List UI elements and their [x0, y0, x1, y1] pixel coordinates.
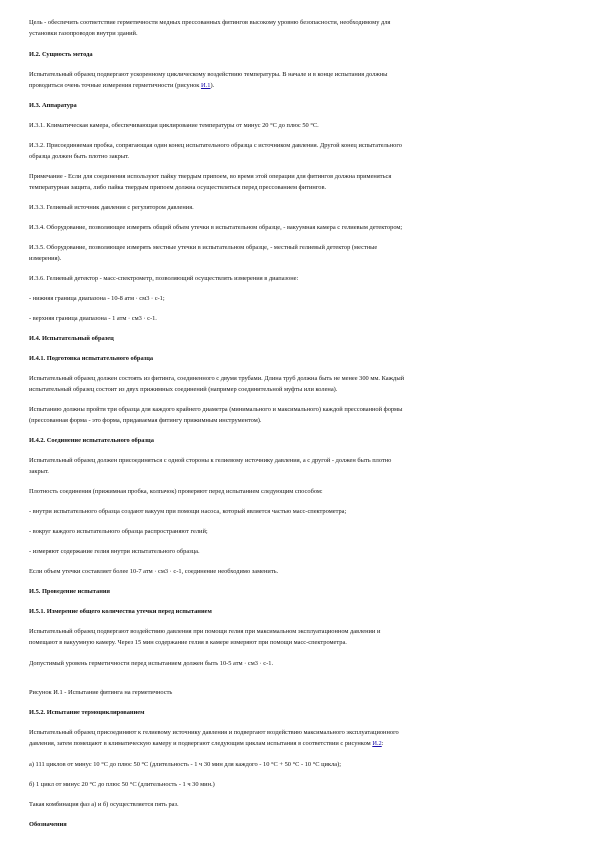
line-text: - внутри испытательного образца создают вакуум при помощи насоса, который является частью масс-спектрометра;: [29, 508, 347, 515]
heading-line: [29, 437, 154, 445]
line-text: закрыт.: [29, 468, 49, 475]
line-text: Допустимый уровень герметичности перед испытанием должен быть 10-5 атм · см3 · с-1.: [29, 660, 274, 667]
text-line: [29, 781, 215, 789]
text-line: [29, 122, 319, 130]
line-text: Испытанию должны пройти три образца для каждого крайнего диаметра (минимального и максимального) каждой прессованной формы: [29, 406, 403, 413]
line-text: - нижняя граница диапазона - 10-8 атм · см3 · с-1;: [29, 295, 165, 302]
text-line: [29, 761, 341, 769]
line-text: а) 111 циклов от минус 10 °С до плюс 50 °С (длительность - 1 ч 30 мин для каждого - 10 °С + 50 °С - 10 °С цикла);: [29, 761, 342, 768]
text-line: [29, 548, 200, 556]
line-text-tail: :: [381, 740, 384, 747]
heading-line: [29, 709, 144, 717]
figure-reference-link[interactable]: И.2: [372, 740, 382, 747]
line-text: Если объем утечки составляет более 10-7 атм · см3 · с-1, соединение необходимо заменить.: [29, 568, 279, 575]
line-text: Обозначения: [29, 821, 67, 828]
text-line: [29, 417, 262, 425]
text-line: [29, 375, 404, 383]
heading-line: [29, 821, 67, 829]
line-text: Рисунок И.1 - Испытание фитинга на герметичность: [29, 689, 173, 696]
heading-line: [29, 51, 93, 59]
text-line: [29, 457, 391, 465]
line-text: - измеряют содержание гелия внутри испытательного образца.: [29, 548, 200, 555]
line-text: И.5. Проведение испытания: [29, 588, 111, 595]
text-line: [29, 488, 323, 496]
text-line: [29, 82, 214, 90]
text-line: [29, 508, 346, 516]
line-text: И.3.1. Климатическая камера, обеспечивающая циклирование температуры от минус 20 °С до плюс 50 °С.: [29, 122, 319, 129]
text-line: [29, 568, 278, 576]
line-text: И.3.6. Гелиевый детектор - масс-спектрометр, позволяющий осуществлять измерения в диапазоне:: [29, 275, 299, 282]
line-text: И.3.2. Присоединяемая пробка, сопрягающая один конец испытательного образца с источником давления. Другой конец испытательного: [29, 142, 402, 149]
text-line: [29, 660, 273, 668]
line-text: Испытательный образец должен состоять из фитинга, соединенного с двумя трубами. Длина труб должна быть не менее 300 мм. Каждый: [29, 375, 405, 382]
heading-line: [29, 608, 212, 616]
text-line: [29, 184, 326, 192]
text-line: [29, 628, 380, 636]
text-line: [29, 30, 138, 38]
text-line: [29, 639, 347, 647]
line-text: Испытательный образец подвергают ускоренному циклическому воздействию температуры. В начале и в конце испытания должны: [29, 71, 388, 78]
text-line: [29, 19, 390, 27]
heading-line: [29, 335, 114, 343]
text-line: [29, 204, 194, 212]
line-text: Примечание - Если для соединения используют пайку твердым припоем, во время этой операции для фитингов должна применяться: [29, 173, 392, 180]
line-text: образца должен быть плотно закрыт.: [29, 153, 130, 160]
text-line: [29, 71, 387, 79]
line-text: Испытательный образец должен присоединяться с одной стороны к гелиевому источнику давления, а с другой - должен быть плотно: [29, 457, 392, 464]
heading-line: [29, 102, 77, 110]
line-text: измерения).: [29, 255, 62, 262]
text-line: [29, 468, 49, 476]
line-text: Испытательный образец присоединяют к гелиевому источнику давления и подвергают воздействию максимального эксплуатационного: [29, 729, 399, 736]
text-line: [29, 142, 402, 150]
text-line: [29, 406, 402, 414]
line-text: И.3. Аппаратура: [29, 102, 77, 109]
line-text: И.3.5. Оборудование, позволяющее измерять местные утечки в испытательном образце, - местный гелиевый детектор (местные: [29, 244, 378, 251]
text-line: [29, 244, 377, 252]
line-text: б) 1 цикл от минус 20 °С до плюс 50 °С (длительность - 1 ч 30 мин.): [29, 781, 215, 788]
text-line: [29, 729, 399, 737]
line-text: И.3.4. Оборудование, позволяющее измерять общий объем утечки в испытательном образце, - вакуумная камера с гелиевым детектором;: [29, 224, 403, 231]
text-line: [29, 740, 384, 748]
line-text: И.3.3. Гелиевый источник давления с регулятором давления.: [29, 204, 194, 211]
text-line: [29, 801, 179, 809]
line-text: И.4.1. Подготовка испытательного образца: [29, 355, 154, 362]
text-line: [29, 386, 337, 394]
line-text: И.4. Испытательный образец: [29, 335, 114, 342]
line-text: установки газопроводов внутри зданий.: [29, 30, 138, 37]
text-line: [29, 153, 129, 161]
line-text: испытательный образец состоит из двух прижимных соединений (например соединительной муфты или колена).: [29, 386, 338, 393]
line-text: И.5.2. Испытание термоциклированием: [29, 709, 145, 716]
line-text: И.2. Сущность метода: [29, 51, 93, 58]
text-line: [29, 275, 298, 283]
line-text: - вокруг каждого испытательного образца распространяют гелий;: [29, 528, 208, 535]
text-line: [29, 295, 165, 303]
heading-line: [29, 588, 110, 596]
text-line: [29, 689, 172, 697]
line-text: Испытательный образец подвергают воздействию давления при помощи гелия при максимальном эксплуатационном давлении и: [29, 628, 381, 635]
text-line: [29, 173, 391, 181]
line-text: температурная защита, либо пайка твердым припоем должна осуществляться перед прессованием фитингов.: [29, 184, 327, 191]
line-text: И.4.2. Соединение испытательного образца: [29, 437, 154, 444]
line-text: И.5.1. Измерение общего количества утечки перед испытанием: [29, 608, 212, 615]
text-line: [29, 315, 157, 323]
line-text-tail: ).: [210, 82, 215, 89]
figure-reference-link[interactable]: И.1: [201, 82, 211, 89]
text-line: [29, 255, 61, 263]
line-text: Цель - обеспечить соответствие герметичности медных прессованных фитингов высокому уровню безопасности, необходимому для: [29, 19, 391, 26]
line-text: Такая комбинация фаз а) и б) осуществляется пять раз.: [29, 801, 179, 808]
line-text: проводиться очень точные измерения герметичности (рисунок: [29, 82, 202, 89]
heading-line: [29, 355, 153, 363]
line-text: - верхняя граница диапазона - 1 атм · см3 · с-1.: [29, 315, 157, 322]
text-line: [29, 224, 402, 232]
line-text: Плотность соединения (прижимная пробка, колпачок) проверяют перед испытанием следующим способом:: [29, 488, 323, 495]
line-text: помещают в вакуумную камеру. Через 15 мин содержание гелия в камере измеряют при помощи масс-спектрометра.: [29, 639, 347, 646]
text-line: [29, 528, 208, 536]
line-text: (прессованная форма - это форма, придаваемая фитингу прижимным инструментом).: [29, 417, 262, 424]
line-text: давления, затем помещают в климатическую камеру и подвергают следующим циклам испытания в соответствии с рисунком: [29, 740, 373, 747]
